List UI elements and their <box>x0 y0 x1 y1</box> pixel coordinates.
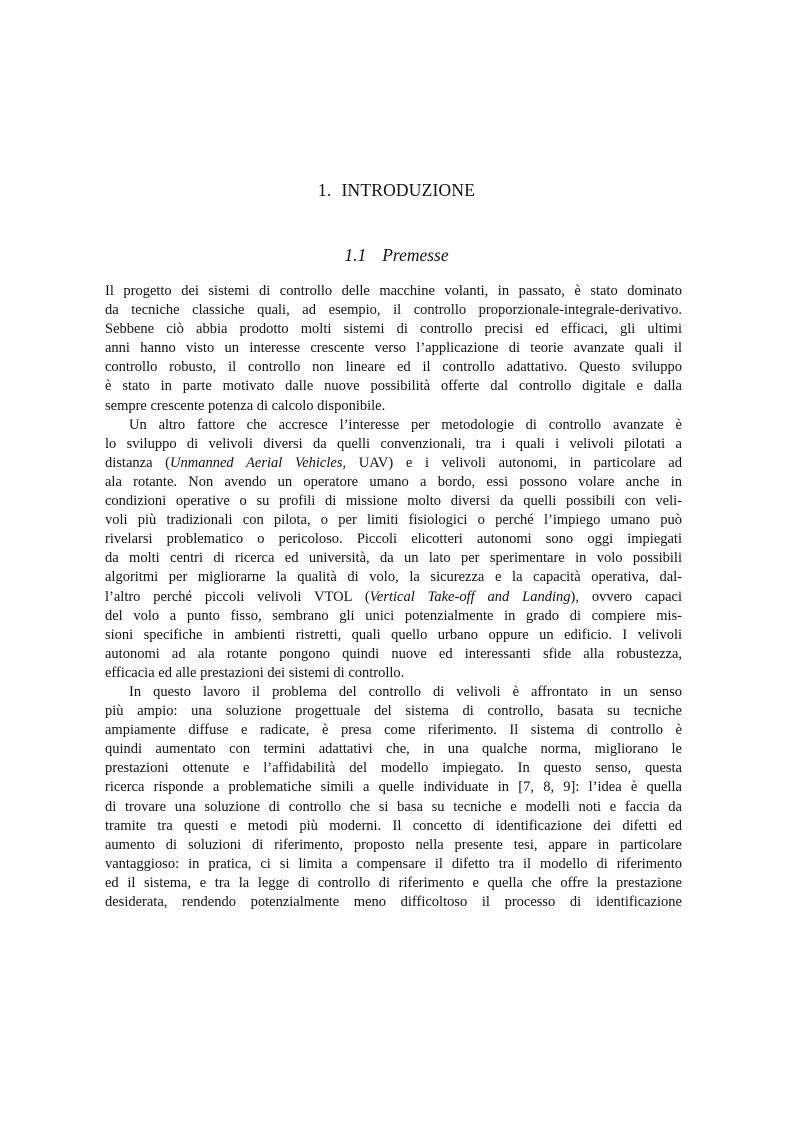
body-text <box>105 282 682 912</box>
text-line: ala rotante. Non avendo un operatore umano a bordo, essi possono volare anche in <box>105 473 682 490</box>
text-line: da tecniche classiche quali, ad esempio, il controllo proporzionale-integrale-derivativo. <box>105 302 682 319</box>
text-line: quindi aumentato con termini adattativi che, in una qualche norma, migliorano le <box>105 741 682 758</box>
section-number: 1.1 <box>344 245 367 265</box>
text-line: da molti centri di ricerca ed università, da un lato per sperimentare in volo possibili <box>105 550 682 567</box>
text-line: Il progetto dei sistemi di controllo delle macchine volanti, in passato, è stato dominato <box>105 283 682 299</box>
text-line: più ampio: una soluzione progettuale del sistema di controllo, basata su tecniche <box>105 703 682 720</box>
paragraph <box>105 282 682 416</box>
text-line: condizioni operative o su profili di missione molto diversi da quelli possibili con veli- <box>105 493 682 510</box>
text-line: sempre crescente potenza di calcolo disponibile. <box>105 397 386 414</box>
section-heading <box>0 245 793 266</box>
chapter-number: 1. <box>317 180 332 200</box>
text-line: prestazioni ottenute e l’affidabilità del modello impiegato. In questo senso, questa <box>105 760 682 777</box>
text-line: algoritmi per migliorarne la qualità di volo, la sicurezza e la capacità operativa, dal- <box>105 569 682 586</box>
text-line: rivelarsi problematico o pericoloso. Piccoli elicotteri autonomi sono oggi impiegati <box>105 531 682 548</box>
text-line: vantaggioso: in pratica, ci si limita a compensare il difetto tra il modello di riferimento <box>105 855 682 872</box>
text-line: autonomi ad ala rotante pongono quindi nuove ed interessanti sfide alla robustezza, <box>105 645 682 662</box>
text-line: ed il sistema, e tra la legge di controllo di riferimento e quella che offre la prestazione <box>105 874 682 891</box>
text-line: ampiamente diffuse e radicate, è presa come riferimento. Il sistema di controllo è <box>105 722 682 739</box>
text-line: tramite tra questi e metodi più moderni. Il concetto di identificazione dei difetti ed <box>105 817 682 834</box>
text-line: lo sviluppo di velivoli diversi da quelli convenzionali, tra i quali i velivoli pilotati a <box>105 435 682 452</box>
text-line: distanza (Unmanned Aerial Vehicles, UAV) e i velivoli autonomi, in particolare ad <box>105 454 682 471</box>
section-title: Premesse <box>382 245 449 265</box>
chapter-heading <box>0 180 793 201</box>
text-line: aumento di soluzioni di riferimento, proposto nella presente tesi, appare in particolare <box>105 836 682 853</box>
text-line: controllo robusto, il controllo non lineare ed il controllo adattativo. Questo sviluppo <box>105 359 682 376</box>
paragraph <box>105 683 682 912</box>
text-line: sioni specifiche in ambienti ristretti, quali quello urbano oppure un edificio. I velivoli <box>105 626 682 643</box>
text-line: desiderata, rendendo potenzialmente meno difficoltoso il processo di identificazione <box>105 894 682 910</box>
text-line: ricerca risponde a problematiche simili a quelle individuate in [7, 8, 9]: l’idea è quella <box>105 779 682 796</box>
text-line: Sebbene ciò abbia prodotto molti sistemi di controllo precisi ed efficaci, gli ultimi <box>105 321 682 338</box>
chapter-title: INTRODUZIONE <box>341 180 476 200</box>
text-line: voli più tradizionali con pilota, o per limiti fisiologici o perché l’impiego umano può <box>105 512 682 529</box>
paragraph <box>105 416 682 683</box>
text-line: anni hanno visto un interesse crescente verso l’applicazione di teorie avanzate quali il <box>105 340 682 357</box>
text-line: è stato in parte motivato dalle nuove possibilità offerte dal controllo digitale e dalla <box>105 378 682 395</box>
text-line: Un altro fattore che accresce l’interesse per metodologie di controllo avanzate è <box>129 416 682 433</box>
text-line: del volo a punto fisso, sembrano gli unici potenzialmente in grado di compiere mis- <box>105 607 682 624</box>
text-line: l’altro perché piccoli velivoli VTOL (Vertical Take-off and Landing), ovvero capaci <box>105 588 682 605</box>
text-line: efficacia ed alle prestazioni dei sistemi di controllo. <box>105 664 405 681</box>
text-line: In questo lavoro il problema del controllo di velivoli è affrontato in un senso <box>129 683 682 700</box>
text-line: di trovare una soluzione di controllo che si basa su tecniche e modelli noti e faccia da <box>105 798 682 815</box>
